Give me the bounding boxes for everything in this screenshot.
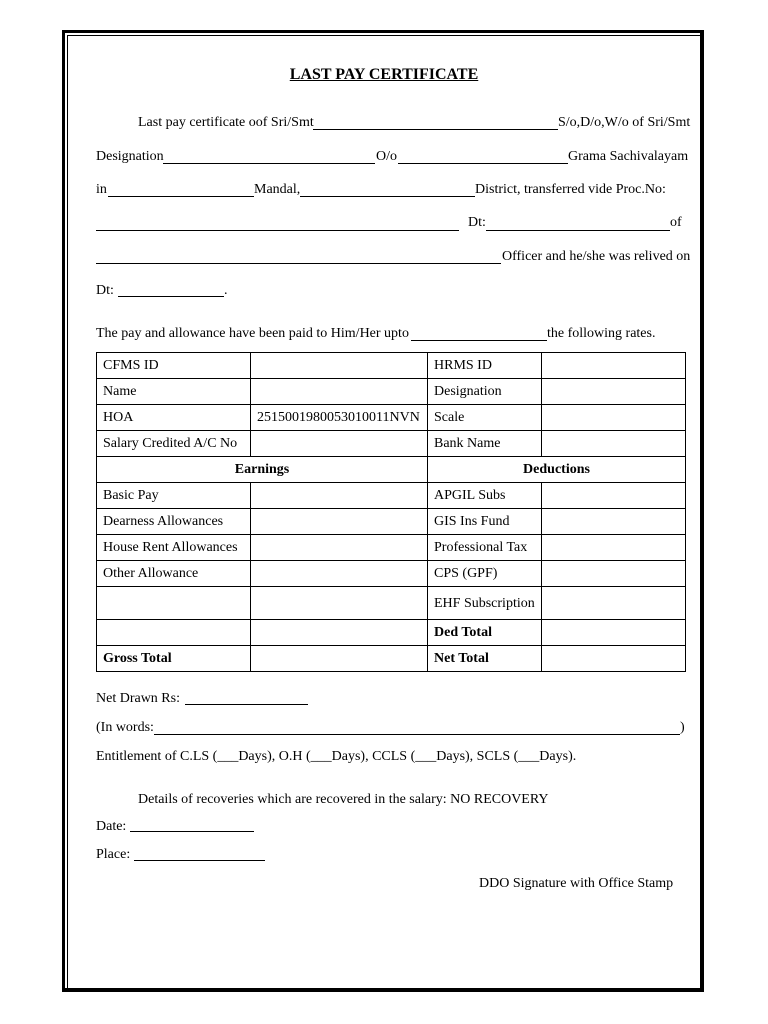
apgil-subs-label: APGIL Subs <box>428 483 542 509</box>
of-label: of <box>670 215 682 230</box>
gross-total-label: Gross Total <box>97 646 251 672</box>
pay-table <box>96 352 686 672</box>
da-value[interactable] <box>251 509 428 535</box>
table-row <box>97 561 686 587</box>
designation-label: Designation <box>96 149 164 164</box>
cfms-id-value[interactable] <box>251 353 428 379</box>
intro-label: Last pay certificate oof Sri/Smt <box>138 115 314 130</box>
table-row <box>97 431 686 457</box>
rates-label: the following rates. <box>547 326 656 341</box>
officer-blank[interactable] <box>96 263 501 264</box>
ehf-value[interactable] <box>542 587 686 620</box>
grama-label: Grama Sachivalayam <box>568 149 689 164</box>
ded-total-label: Ded Total <box>428 620 542 646</box>
cfms-id-label: CFMS ID <box>97 353 251 379</box>
other-allowance-label: Other Allowance <box>97 561 251 587</box>
entitlement-text: Entitlement of C.LS (___Days), O.H (___Days), CCLS (___Days), SCLS (___Days). <box>96 749 577 764</box>
proc-no-blank[interactable] <box>96 230 459 231</box>
other-allowance-value[interactable] <box>251 561 428 587</box>
office-label: O/o <box>376 149 397 164</box>
dt-blank[interactable] <box>486 230 670 231</box>
ehf-label: EHF Subscription <box>428 587 542 620</box>
mandal-blank[interactable] <box>108 196 254 197</box>
blank-earning-label[interactable] <box>97 587 251 620</box>
pay-upto-blank[interactable] <box>411 340 547 341</box>
place-blank[interactable] <box>134 860 265 861</box>
in-label: in <box>96 182 107 197</box>
bank-name-label: Bank Name <box>428 431 542 457</box>
hrms-id-value[interactable] <box>542 353 686 379</box>
earnings-header: Earnings <box>97 457 428 483</box>
blank-earning-value[interactable] <box>251 587 428 620</box>
hra-value[interactable] <box>251 535 428 561</box>
district-label: District, transferred vide Proc.No: <box>475 182 666 197</box>
designation-value[interactable] <box>542 379 686 405</box>
da-label: Dearness Allowances <box>97 509 251 535</box>
basic-pay-value[interactable] <box>251 483 428 509</box>
officer-label: Officer and he/she was relived on <box>502 249 691 264</box>
table-row <box>97 509 686 535</box>
date-blank[interactable] <box>130 831 254 832</box>
relation-label: S/o,D/o,W/o of Sri/Smt <box>558 115 691 130</box>
in-words-close: ) <box>680 720 685 735</box>
designation-blank[interactable] <box>163 163 375 164</box>
professional-tax-value[interactable] <box>542 535 686 561</box>
table-row <box>97 379 686 405</box>
ded-total-value[interactable] <box>542 620 686 646</box>
designation-cell-label: Designation <box>428 379 542 405</box>
mandal-label: Mandal, <box>254 182 301 197</box>
blank-cell[interactable] <box>251 620 428 646</box>
gis-label: GIS Ins Fund <box>428 509 542 535</box>
gross-total-value[interactable] <box>251 646 428 672</box>
recoveries-text: Details of recoveries which are recovered in the salary: NO RECOVERY <box>138 792 549 807</box>
cps-value[interactable] <box>542 561 686 587</box>
professional-tax-label: Professional Tax <box>428 535 542 561</box>
net-total-value[interactable] <box>542 646 686 672</box>
gis-value[interactable] <box>542 509 686 535</box>
scale-value[interactable] <box>542 405 686 431</box>
table-row <box>97 405 686 431</box>
place-label: Place: <box>96 847 131 862</box>
in-words-label: (In words: <box>96 720 154 735</box>
ddo-signature-label: DDO Signature with Office Stamp <box>479 876 674 891</box>
certificate-title: LAST PAY CERTIFICATE <box>289 66 479 83</box>
blank-cell[interactable] <box>97 620 251 646</box>
table-row <box>97 353 686 379</box>
hrms-id-label: HRMS ID <box>428 353 542 379</box>
table-row <box>97 587 686 620</box>
period: . <box>224 283 228 298</box>
name-label: Name <box>97 379 251 405</box>
net-drawn-label: Net Drawn Rs: <box>96 691 180 706</box>
bank-name-value[interactable] <box>542 431 686 457</box>
table-row <box>97 535 686 561</box>
date-label: Date: <box>96 819 127 834</box>
name-blank[interactable] <box>313 129 558 130</box>
dt-label: Dt: <box>468 215 486 230</box>
net-drawn-blank[interactable] <box>185 704 308 705</box>
in-words-blank[interactable] <box>154 734 680 735</box>
table-row <box>97 483 686 509</box>
table-row <box>97 646 686 672</box>
basic-pay-label: Basic Pay <box>97 483 251 509</box>
hra-label: House Rent Allowances <box>97 535 251 561</box>
pay-upto-label: The pay and allowance have been paid to Him/Her upto <box>96 326 409 341</box>
relieved-dt-blank[interactable] <box>118 296 224 297</box>
salary-ac-value[interactable] <box>251 431 428 457</box>
table-row <box>97 457 686 483</box>
district-blank[interactable] <box>300 196 475 197</box>
relieved-dt-label: Dt: <box>96 283 114 298</box>
net-total-label: Net Total <box>428 646 542 672</box>
hoa-label: HOA <box>97 405 251 431</box>
cps-label: CPS (GPF) <box>428 561 542 587</box>
deductions-header: Deductions <box>428 457 686 483</box>
name-value[interactable] <box>251 379 428 405</box>
salary-ac-label: Salary Credited A/C No <box>97 431 251 457</box>
table-row <box>97 620 686 646</box>
office-blank[interactable] <box>398 163 568 164</box>
scale-label: Scale <box>428 405 542 431</box>
apgil-subs-value[interactable] <box>542 483 686 509</box>
hoa-value[interactable]: 2515001980053010011NVN <box>251 405 428 431</box>
